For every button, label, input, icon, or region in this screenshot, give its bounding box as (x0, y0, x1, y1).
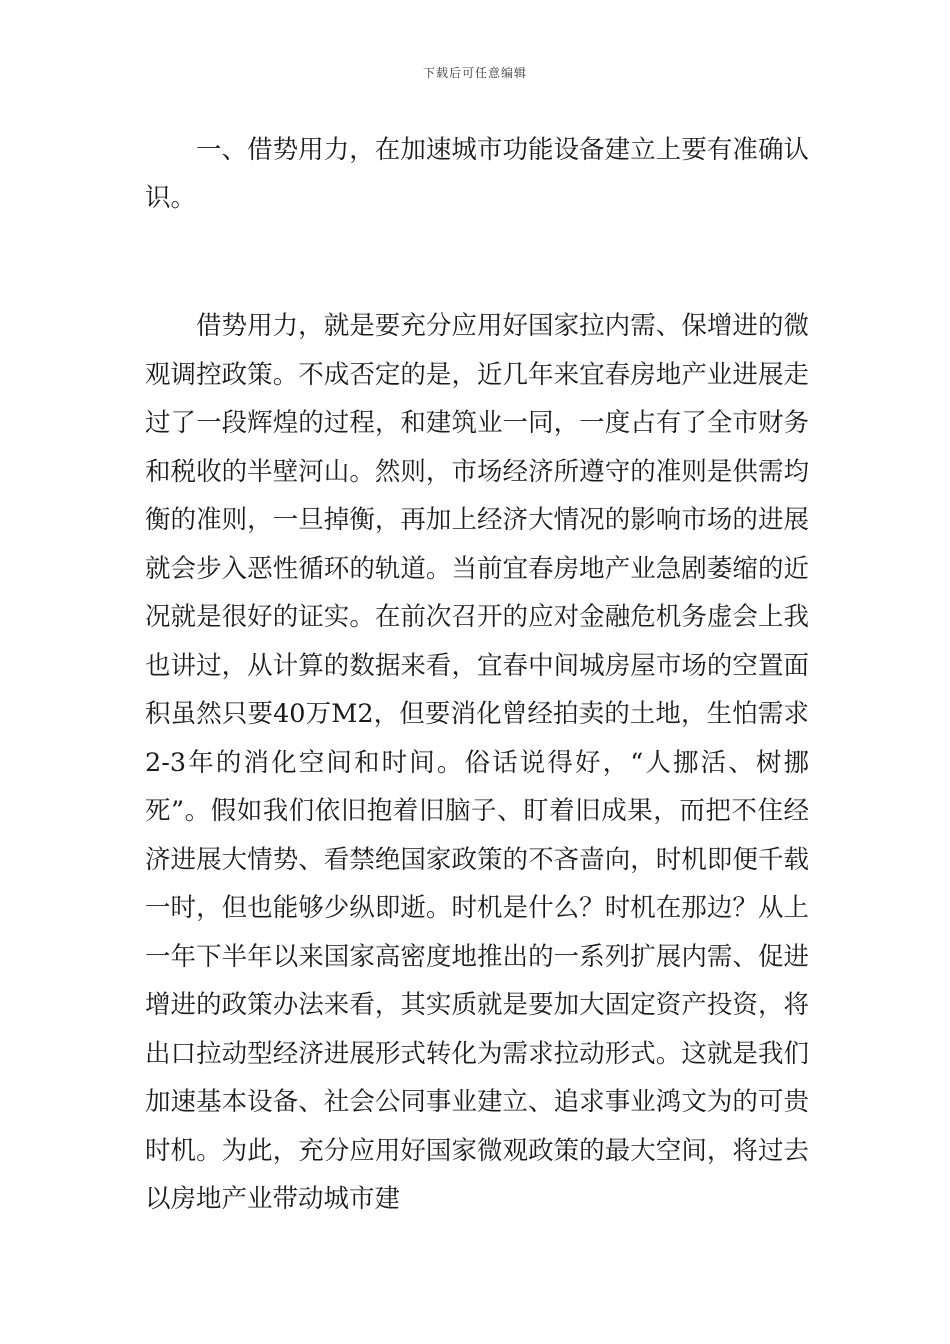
body-paragraph: 借势用力，就是要充分应用好国家拉内需、保增进的微观调控政策。不成否定的是，近几年来宜春房地产业进展走过了一段辉煌的过程，和建筑业一同，一度占有了全市财务和税收的半壁河山。然则，市场经济所遵守的准则是供需均衡的准则，一旦掉衡，再加上经济大情况的影响市场的进展就会步入恶性循环的轨道。当前宜春房地产业急剧萎缩的近况就是很好的证实。在前次召开的应对金融危机务虚会上我也讲过，从计算的数据来看，宜春中间城房屋市场的空置面积虽然只要40万M2，但要消化曾经拍卖的土地，生怕需求2-3年的消化空间和时间。俗话说得好，“人挪活、树挪死”。假如我们依旧抱着旧脑子、盯着旧成果，而把不住经济进展大情势、看禁绝国家政策的不吝啬向，时机即便千载一时，但也能够少纵即逝。时机是什么？时机在那边？从上一年下半年以来国家高密度地推出的一系列扩展内需、促进增进的政策办法来看，其实质就是要加大固定资产投资，将出口拉动型经济进展形式转化为需求拉动形式。这就是我们加速基本设备、社会公同事业建立、追求事业鸿文为的可贵时机。为此，充分应用好国家微观政策的最大空间，将过去以房地产业带动城市建 (145, 311, 809, 1214)
document-body (145, 126, 809, 1224)
section-heading: 一、借势用力，在加速城市功能设备建立上要有准确认识。 (145, 135, 809, 213)
page-header-note: 下载后可任意编辑 (422, 66, 527, 80)
